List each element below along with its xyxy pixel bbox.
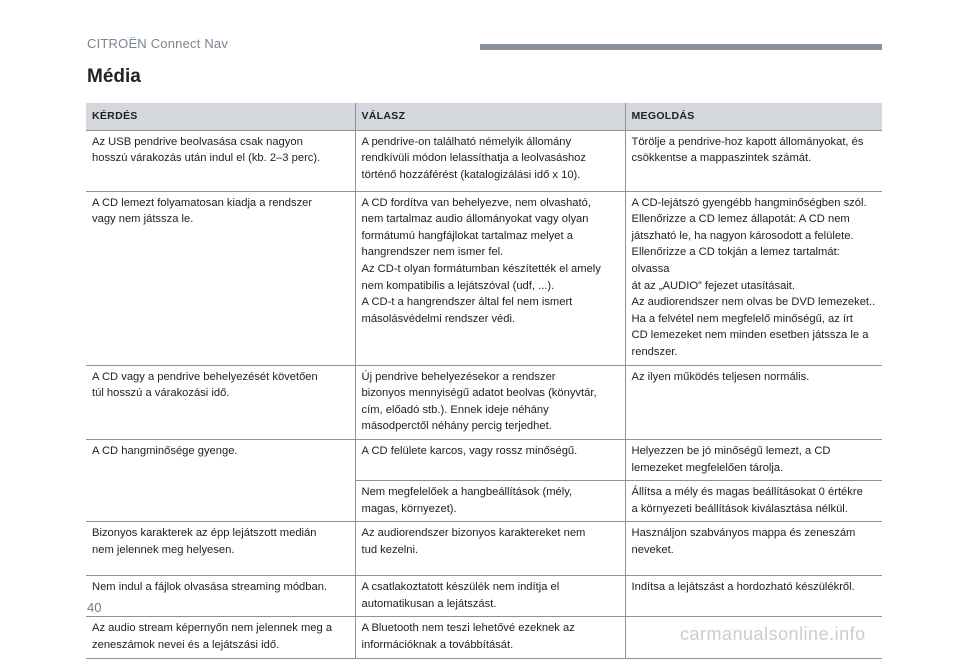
table-row (86, 365, 882, 439)
table-row (86, 522, 882, 576)
question-cell: Az USB pendrive beolvasása csak nagyon hosszú várakozás után indul el (kb. 2–3 perc). (86, 130, 355, 191)
table-row (86, 439, 882, 480)
answer-cell: A csatlakoztatott készülék nem indítja el automatikusan a lejátszást. (355, 576, 625, 617)
table-row (86, 481, 882, 522)
header-bar (480, 44, 882, 50)
table-row (86, 191, 882, 365)
page-title: Média (87, 66, 141, 87)
header-brand: CITROËN Connect Nav (87, 36, 229, 51)
question-cell: A CD vagy a pendrive behelyezését követően túl hosszú a várakozási idő. (86, 365, 355, 439)
question-cell: A CD hangminősége gyenge. (92, 444, 238, 457)
solution-cell: Helyezzen be jó minőségű lemezt, a CD lemezeket megfelelően tárolja. (625, 439, 882, 480)
answer-cell: Új pendrive behelyezésekor a rendszer bizonyos mennyiségű adatot beolvas (könyvtár, cím, előadó stb.). Ennek ideje néhány másodperctől néhány percig terjedhet. (355, 365, 625, 439)
answer-cell: A Bluetooth nem teszi lehetővé ezeknek az információknak a továbbítását. (355, 617, 625, 658)
page-number: 40 (87, 600, 102, 615)
column-header-solution: MEGOLDÁS (625, 103, 882, 130)
question-cell: Nem indul a fájlok olvasása streaming módban. (86, 576, 355, 617)
solution-cell: Törölje a pendrive-hoz kapott állományokat, és csökkentse a mappaszintek számát. (625, 130, 882, 191)
answer-cell: Nem megfelelőek a hangbeállítások (mély, magas, környezet). (355, 481, 625, 522)
question-cell: Az audio stream képernyőn nem jelennek meg a zeneszámok nevei és a lejátszási idő. (86, 617, 355, 658)
answer-cell: A CD fordítva van behelyezve, nem olvasható, nem tartalmaz audio állományokat vagy olyan formátumú hangfájlokat tartalmaz melyet a hangrendszer nem ismer fel. Az CD-t olyan formátumban készítették el amely nem kompatibilis a lejátszóval (udf, ...). A CD-t a hangrendszer által fel nem ismert másolásvédelmi rendszer védi. (355, 191, 625, 365)
faq-table (86, 103, 882, 659)
table-row (86, 576, 882, 617)
solution-cell: Indítsa a lejátszást a hordozható készülékről. (625, 576, 882, 617)
table-header-row (86, 103, 882, 130)
column-header-question: KÉRDÉS (86, 103, 355, 130)
solution-cell: Az ilyen működés teljesen normális. (625, 365, 882, 439)
answer-cell: Az audiorendszer bizonyos karaktereket nem tud kezelni. (355, 522, 625, 576)
question-cell: A CD lemezt folyamatosan kiadja a rendszer vagy nem játssza le. (86, 191, 355, 365)
answer-cell: A pendrive-on található némelyik állomány rendkívüli módon lelassíthatja a leolvasáshoz történő hozzáférést (katalogizálási idő x 10). (355, 130, 625, 191)
column-header-answer: VÁLASZ (355, 103, 625, 130)
solution-cell: Állítsa a mély és magas beállításokat 0 értékre a környezeti beállítások kiválasztása nélkül. (625, 481, 882, 522)
watermark: carmanualsonline.info (680, 624, 866, 644)
answer-cell: A CD felülete karcos, vagy rossz minőségű. (355, 439, 625, 480)
solution-cell: A CD-lejátszó gyengébb hangminőségben szól. Ellenőrizze a CD lemez állapotát: A CD nem játszható le, ha nagyon károsodott a felülete. Ellenőrizze a CD tokján a lemez tartalmát: olvassa át az „AUDIO” fejezet utasításait. Az audiorendszer nem olvas be DVD lemezeket.. Ha a felvétel nem megfelelő minőségű, az írt CD lemezeket nem minden esetben játssza le a rendszer. (625, 191, 882, 365)
solution-cell: Használjon szabványos mappa és zeneszám neveket. (625, 522, 882, 576)
question-cell: Bizonyos karakterek az épp lejátszott medián nem jelennek meg helyesen. (86, 522, 355, 576)
table-row (86, 130, 882, 191)
question-cell (86, 481, 355, 522)
